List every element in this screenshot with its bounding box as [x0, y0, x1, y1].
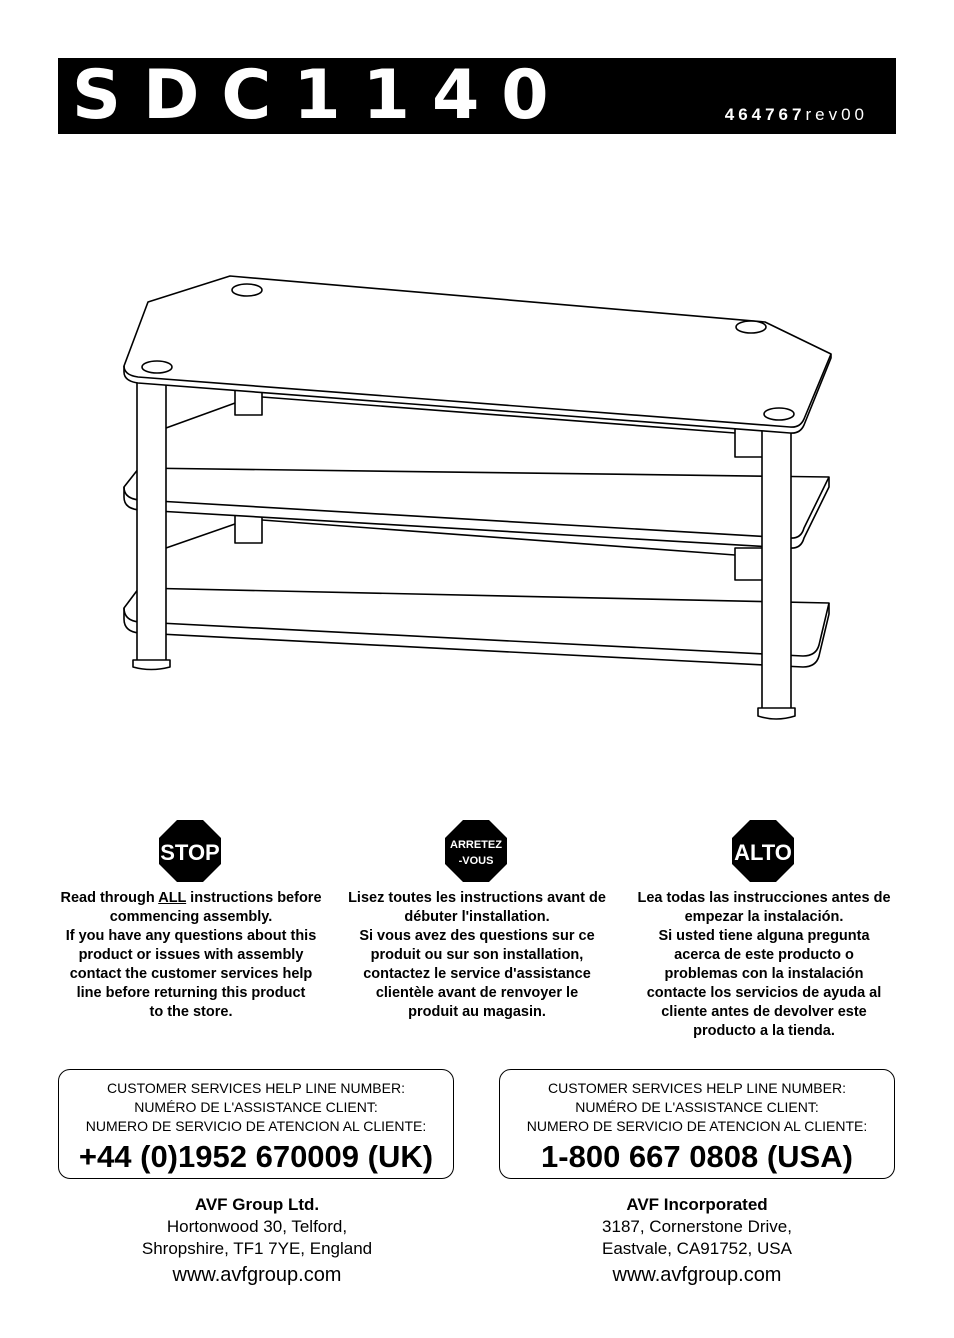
stop-sign-icon — [158, 819, 222, 883]
warning-en-line: to the store. — [149, 1004, 233, 1020]
helpline-labels — [59, 1079, 453, 1136]
helpline-label-en: CUSTOMER SERVICES HELP LINE NUMBER: — [548, 1080, 846, 1096]
warning-fr-line: clientèle avant de renvoyer le — [375, 985, 579, 1001]
warning-text-fr — [334, 889, 620, 1022]
arretez-sign-label-1: ARRETEZ — [450, 839, 502, 851]
warning-fr-line: produit ou sur son installation, — [370, 947, 584, 963]
model-name: SDC1140 — [72, 56, 571, 135]
warning-es-line: producto a la tienda. — [693, 1023, 835, 1039]
arretez-sign-label-2: -VOUS — [458, 855, 494, 867]
helpline-label-fr: NUMÉRO DE L'ASSISTANCE CLIENT: — [575, 1099, 819, 1115]
part-number: 464767 — [724, 105, 806, 124]
alto-sign-icon — [731, 819, 795, 883]
warning-text-es — [620, 889, 908, 1041]
address-uk — [58, 1194, 456, 1288]
helpline-label-en: CUSTOMER SERVICES HELP LINE NUMBER: — [107, 1080, 405, 1096]
arretez-sign-icon — [444, 819, 508, 883]
warning-fr-line: débuter l'installation. — [404, 909, 550, 925]
warning-es-line: Si usted tiene alguna pregunta — [658, 928, 870, 944]
warning-es-line: problemas con la instalación — [664, 966, 864, 982]
warning-es-line: Lea todas las instrucciones antes de — [637, 890, 891, 906]
helpline-label-es: NUMERO DE SERVICIO DE ATENCION AL CLIENTE: — [526, 1118, 868, 1134]
warning-fr-line: Si vous avez des questions sur ce — [359, 928, 595, 944]
alto-sign-label: ALTO — [734, 840, 792, 865]
warning-en-line: contact the customer services help — [69, 966, 313, 982]
helpline-label-es: NUMERO DE SERVICIO DE ATENCION AL CLIENTE: — [85, 1118, 427, 1134]
warning-en-line: line before returning this product — [76, 985, 306, 1001]
warning-text-en — [48, 889, 334, 1022]
phone-number-usa[interactable]: 1-800 667 0808 (USA) — [541, 1139, 853, 1174]
address-line: Eastvale, CA91752, USA — [602, 1239, 792, 1258]
top-shelf — [124, 276, 831, 433]
company-name-usa: AVF Incorporated — [626, 1195, 768, 1214]
company-name-uk: AVF Group Ltd. — [194, 1195, 320, 1214]
revision: rev00 — [805, 105, 868, 124]
warning-es-line: acerca de este producto o — [674, 947, 854, 963]
phone-number-uk[interactable]: +44 (0)1952 670009 (UK) — [78, 1139, 434, 1174]
warning-en-line: commencing assembly. — [109, 909, 273, 925]
tv-stand-illustration — [110, 265, 840, 730]
warning-fr-line: contactez le service d'assistance — [363, 966, 591, 982]
helpline-label-fr: NUMÉRO DE L'ASSISTANCE CLIENT: — [134, 1099, 378, 1115]
website-link-uk[interactable]: www.avfgroup.com — [172, 1264, 342, 1286]
warning-en-line: product or issues with assembly — [78, 947, 304, 963]
front-legs — [133, 382, 795, 719]
warning-fr-line: produit au magasin. — [408, 1004, 546, 1020]
website-link-usa[interactable]: www.avfgroup.com — [612, 1264, 782, 1286]
bottom-shelf — [124, 588, 829, 667]
stop-sign-label: STOP — [160, 840, 220, 865]
warning-es-line: contacte los servicios de ayuda al — [646, 985, 882, 1001]
warning-en-line: Read through ALL instructions before — [60, 890, 322, 906]
address-line: 3187, Cornerstone Drive, — [602, 1217, 792, 1236]
helpline-box-uk — [58, 1069, 454, 1179]
all-emphasis: ALL — [158, 890, 187, 906]
warning-en-line: If you have any questions about this — [65, 928, 317, 944]
header-bar — [58, 58, 896, 134]
address-line: Hortonwood 30, Telford, — [166, 1217, 348, 1236]
warning-es-line: cliente antes de devolver este — [661, 1004, 867, 1020]
address-line: Shropshire, TF1 7YE, England — [141, 1239, 373, 1258]
warning-es-line: empezar la instalación. — [684, 909, 844, 925]
warning-fr-line: Lisez toutes les instructions avant de — [348, 890, 606, 906]
helpline-box-usa — [499, 1069, 895, 1179]
helpline-labels — [500, 1079, 894, 1136]
address-usa — [498, 1194, 896, 1288]
revision-line — [725, 105, 868, 125]
